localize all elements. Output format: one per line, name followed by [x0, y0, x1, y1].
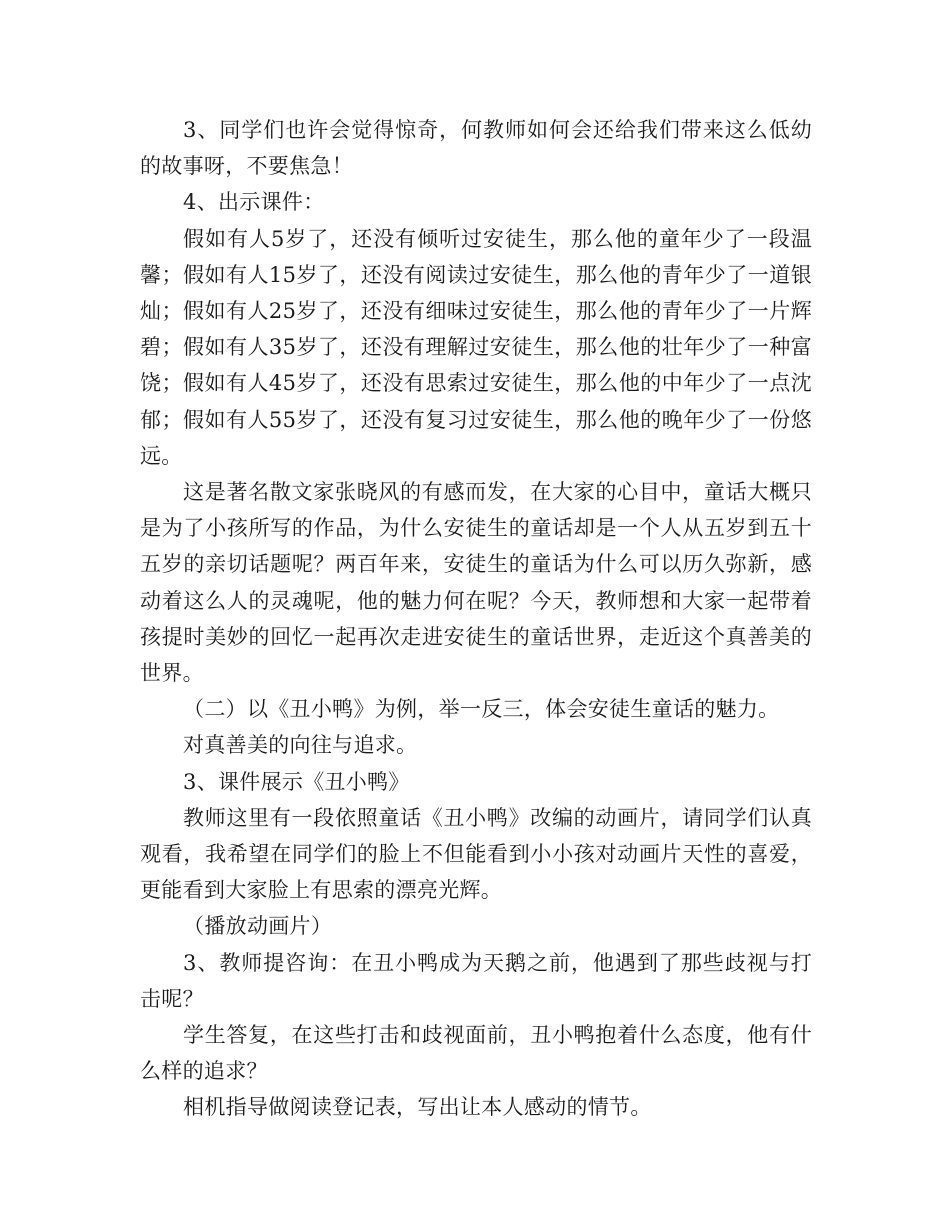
paragraph-intro: 这是著名散文家张晓风的有感而发，在大家的心目中，童话大概只是为了小孩所写的作品，为什么安徒生的童话却是一个人从五岁到五十五岁的亲切话题呢？两百年来，安徒生的童话为什么可以历久弥新，感动着这么人的灵魂呢，他的魅力何在呢？今天，教师想和大家一起带着孩提时美妙的回忆一起再次走进安徒生的童话世界，走近这个真善美的世界。: [140, 480, 812, 686]
paragraph-courseware-display: 3、课件展示《丑小鸭》: [183, 769, 410, 794]
paragraph-animation-intro: 教师这里有一段依照童话《丑小鸭》改编的动画片，请同学们认真观看，我希望在同学们的脸上不但能看到小小孩对动画片天性的喜爱，更能看到大家脸上有思索的漂亮光辉。: [140, 805, 812, 903]
paragraph-reading-guide: 相机指导做阅读登记表，写出让本人感动的情节。: [183, 1095, 652, 1120]
paragraph-section-two: （二）以《丑小鸭》为例，举一反三，体会安徒生童话的魅力。: [183, 697, 780, 722]
paragraph-quote: 假如有人5岁了，还没有倾听过安徒生，那么他的童年少了一段温馨；假如有人15岁了，还没有阅读过安徒生，那么他的青年少了一道银灿；假如有人25岁了，还没有细味过安徒生，那么他的青年少了一片辉碧；假如有人35岁了，还没有理解过安徒生，那么他的壮年少了一种富饶；假如有人45岁了，还没有思索过安徒生，那么他的中年少了一点沈郁；假如有人55岁了，还没有复习过安徒生，那么他的晚年少了一份悠远。: [140, 226, 812, 468]
paragraph-question-3: 3、同学们也许会觉得惊奇，何教师如何会还给我们带来这么低幼的故事呀，不要焦急！: [140, 118, 812, 179]
paragraph-courseware-4: 4、出示课件：: [183, 190, 325, 215]
paragraph-student-answer: 学生答复，在这些打击和歧视面前，丑小鸭抱着什么态度，他有什么样的追求？: [140, 1023, 812, 1084]
paragraph-play-animation: （播放动画片）: [183, 914, 333, 939]
paragraph-teacher-question: 3、教师提咨询：在丑小鸭成为天鹅之前，他遇到了那些歧视与打击呢？: [140, 950, 812, 1011]
paragraph-pursuit: 对真善美的向往与追求。: [183, 733, 418, 758]
document-body: [140, 112, 812, 1126]
